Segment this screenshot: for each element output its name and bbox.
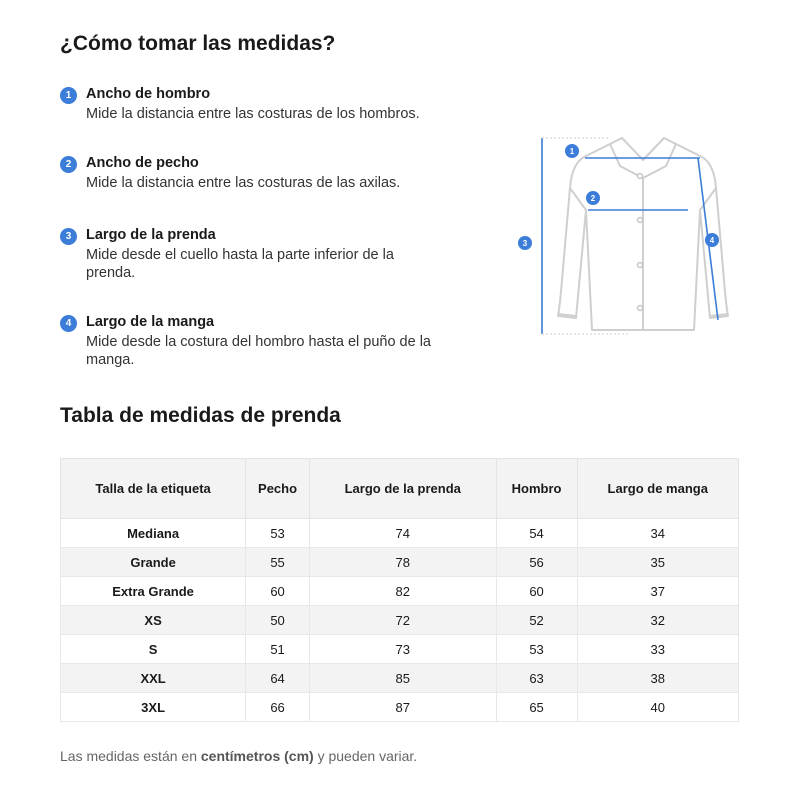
step-number-badge: 1: [60, 87, 77, 104]
table-cell: 37: [577, 577, 738, 606]
step-number-badge: 4: [60, 315, 77, 332]
page-title: ¿Cómo tomar las medidas?: [60, 32, 336, 55]
table-header-row: [61, 459, 739, 519]
table-cell: 55: [246, 548, 310, 577]
shirt-buttons: [638, 174, 643, 311]
table-cell: 65: [496, 693, 577, 722]
step-description: Mide desde la costura del hombro hasta el puño de la manga.: [86, 334, 431, 368]
shirt-measurement-diagram: [510, 130, 750, 350]
step-number-badge: 2: [60, 156, 77, 173]
table-cell: 53: [496, 635, 577, 664]
step-garment-length: [60, 225, 460, 282]
size-label-cell: Grande: [61, 548, 246, 577]
measurement-guides: [542, 138, 630, 334]
column-header: Talla de la etiqueta: [61, 459, 246, 519]
footnote-text-start: Las medidas están en: [60, 748, 201, 764]
table-cell: 38: [577, 664, 738, 693]
table-cell: 63: [496, 664, 577, 693]
table-cell: 72: [309, 606, 496, 635]
table-cell: 73: [309, 635, 496, 664]
table-cell: 52: [496, 606, 577, 635]
table-row: [61, 548, 739, 577]
table-title: Tabla de medidas de prenda: [60, 404, 341, 427]
column-header: Pecho: [246, 459, 310, 519]
size-table: [60, 458, 739, 722]
table-cell: 66: [246, 693, 310, 722]
step-description: Mide desde el cuello hasta la parte inferior de la prenda.: [86, 247, 394, 281]
table-cell: 40: [577, 693, 738, 722]
table-cell: 51: [246, 635, 310, 664]
table-cell: 74: [309, 519, 496, 548]
table-cell: 56: [496, 548, 577, 577]
measurement-lines: [542, 138, 718, 334]
footnote-units: centímetros (cm): [200, 748, 314, 764]
table-cell: 35: [577, 548, 738, 577]
size-label-cell: XS: [61, 606, 246, 635]
size-label-cell: 3XL: [61, 693, 246, 722]
table-cell: 54: [496, 519, 577, 548]
table-cell: 50: [246, 606, 310, 635]
marker-3-label: 3: [522, 239, 528, 248]
column-header: Largo de la prenda: [309, 459, 496, 519]
table-row: [61, 664, 739, 693]
marker-2-label: 2: [590, 194, 596, 203]
footnote-text-end: y pueden variar.: [313, 748, 418, 764]
table-row: [61, 577, 739, 606]
marker-4-label: 4: [709, 236, 715, 245]
table-cell: 53: [246, 519, 310, 548]
table-row: [61, 635, 739, 664]
table-cell: 32: [577, 606, 738, 635]
size-label-cell: S: [61, 635, 246, 664]
table-cell: 60: [246, 577, 310, 606]
step-title: Ancho de pecho: [86, 155, 199, 171]
table-cell: 78: [309, 548, 496, 577]
size-label-cell: Mediana: [61, 519, 246, 548]
marker-1-label: 1: [569, 147, 575, 156]
table-cell: 82: [309, 577, 496, 606]
column-header: Hombro: [496, 459, 577, 519]
units-footnote: [60, 748, 417, 764]
step-description: Mide la distancia entre las costuras de las axilas.: [86, 175, 401, 191]
step-description: Mide la distancia entre las costuras de los hombros.: [86, 106, 420, 122]
table-row: [61, 606, 739, 635]
table-cell: 87: [309, 693, 496, 722]
table-row: [61, 693, 739, 722]
step-title: Largo de la prenda: [86, 227, 216, 243]
step-number-badge: 3: [60, 228, 77, 245]
table-cell: 60: [496, 577, 577, 606]
step-sleeve-length: [60, 312, 460, 369]
step-title: Largo de la manga: [86, 314, 215, 330]
table-cell: 33: [577, 635, 738, 664]
size-label-cell: Extra Grande: [61, 577, 246, 606]
step-chest-width: [60, 153, 460, 193]
size-label-cell: XXL: [61, 664, 246, 693]
column-header: Largo de manga: [577, 459, 738, 519]
step-shoulder-width: [60, 84, 460, 124]
step-title: Ancho de hombro: [86, 86, 211, 102]
table-cell: 64: [246, 664, 310, 693]
table-cell: 85: [309, 664, 496, 693]
table-row: [61, 519, 739, 548]
shirt-outline: [558, 138, 728, 330]
table-cell: 34: [577, 519, 738, 548]
